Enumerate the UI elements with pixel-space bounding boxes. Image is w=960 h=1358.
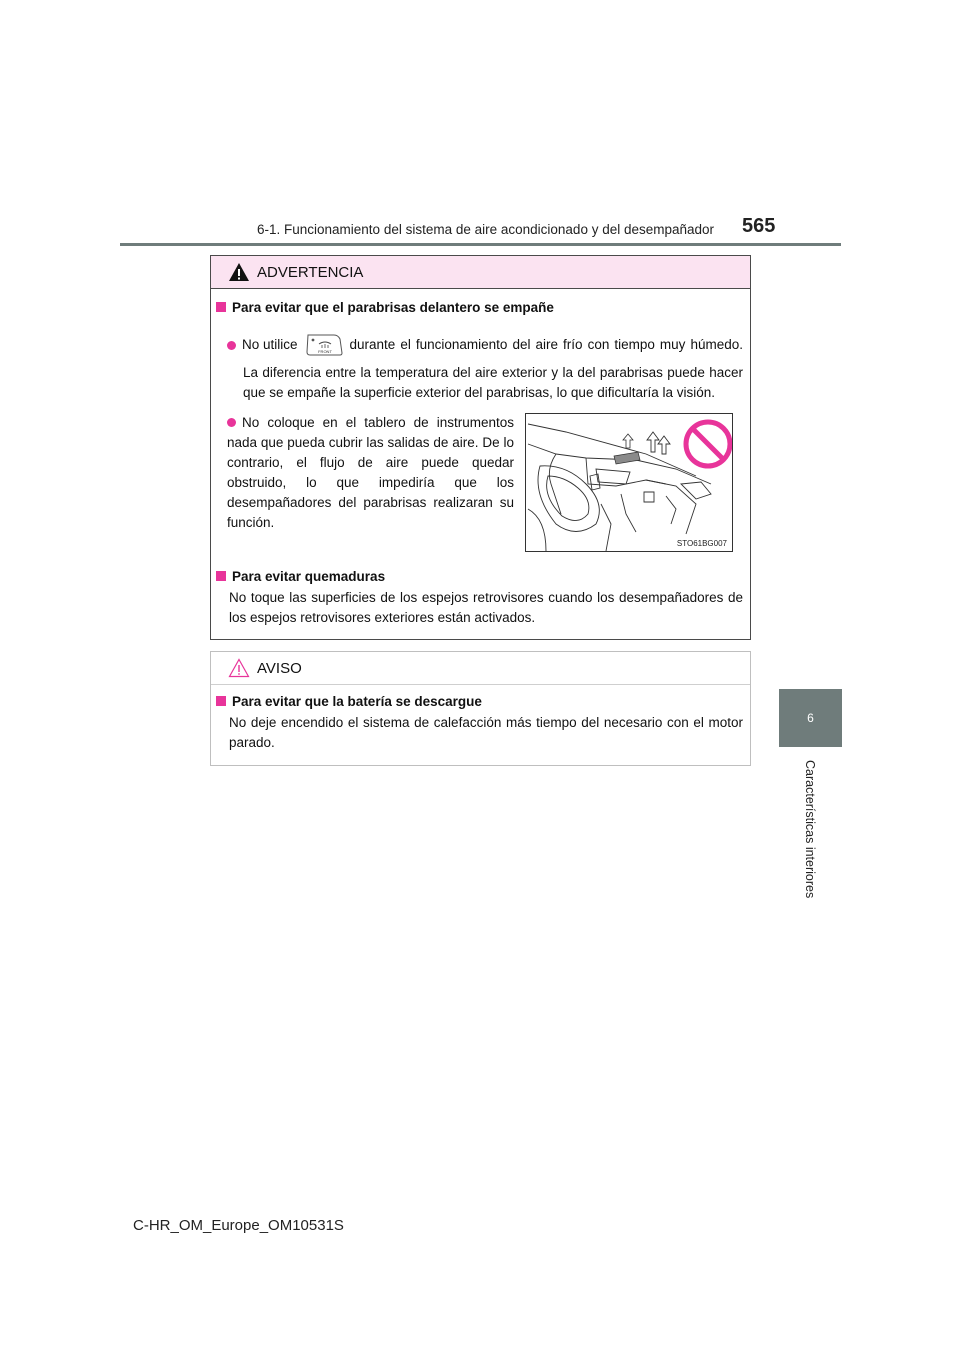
warning-heading: ADVERTENCIA (257, 263, 364, 281)
warning-header (211, 256, 750, 289)
caution-triangle-icon (228, 658, 250, 678)
dashboard-drawing (526, 414, 732, 551)
notice-header (211, 652, 750, 685)
warning-bullet1-line (227, 332, 743, 358)
footer-doc-id: C-HR_OM_Europe_OM10531S (133, 1217, 344, 1234)
illustration-code: STO61BG007 (676, 539, 727, 548)
chapter-tab: 6 (779, 689, 842, 747)
prohibited-icon (686, 422, 730, 466)
notice-heading: AVISO (257, 659, 302, 677)
front-defogger-button-icon (304, 332, 344, 358)
square-bullet-icon (216, 302, 226, 312)
warning-section2-text: No toque las superficies de los espejos retrovisores cuando los desempañadores de los espejos retrovisores exteriores están activados. (229, 590, 743, 625)
warning-bullet1-paragraph: La diferencia entre la temperatura del aire exterior y la del parabrisas puede hacer que se empañe la superficie exterior del parabrisas, lo que dificultaría la visión. (243, 365, 743, 400)
page-number: 565 (742, 215, 776, 237)
chapter-label (801, 760, 821, 900)
header-rule (120, 243, 841, 246)
svg-text:FRONT: FRONT (317, 349, 332, 354)
bullet1-post-text: durante el funcionamiento del aire frío con tiempo muy húmedo. (349, 337, 743, 352)
bullet-dot-icon (227, 418, 236, 427)
notice-text: No deje encendido el sistema de calefacción más tiempo del necesario con el motor parado. (229, 715, 743, 750)
square-bullet-icon (216, 571, 226, 581)
bullet-dot-icon (227, 341, 236, 350)
square-bullet-icon (216, 696, 226, 706)
warning-bullet2: No coloque en el tablero de instrumentos nada que pueda cubrir las salidas de aire. De lo contrario, el flujo de aire puede quedar obstruido, lo que impediría que los desempañadores del parabrisas realizaran su función. (227, 415, 514, 530)
bullet1-pre-text: No utilice (242, 337, 298, 352)
warning-section2-title: Para evitar quemaduras (216, 569, 385, 584)
dashboard-illustration (525, 413, 733, 552)
page-header-title: 6-1. Funcionamiento del sistema de aire acondicionado y del desempañador (257, 222, 715, 237)
warning-section1-title: Para evitar que el parabrisas delantero se empañe (216, 300, 554, 315)
warning-triangle-icon (228, 262, 250, 282)
notice-section-title: Para evitar que la batería se descargue (216, 694, 482, 709)
chapter-label-text: Características interiores (803, 760, 817, 899)
